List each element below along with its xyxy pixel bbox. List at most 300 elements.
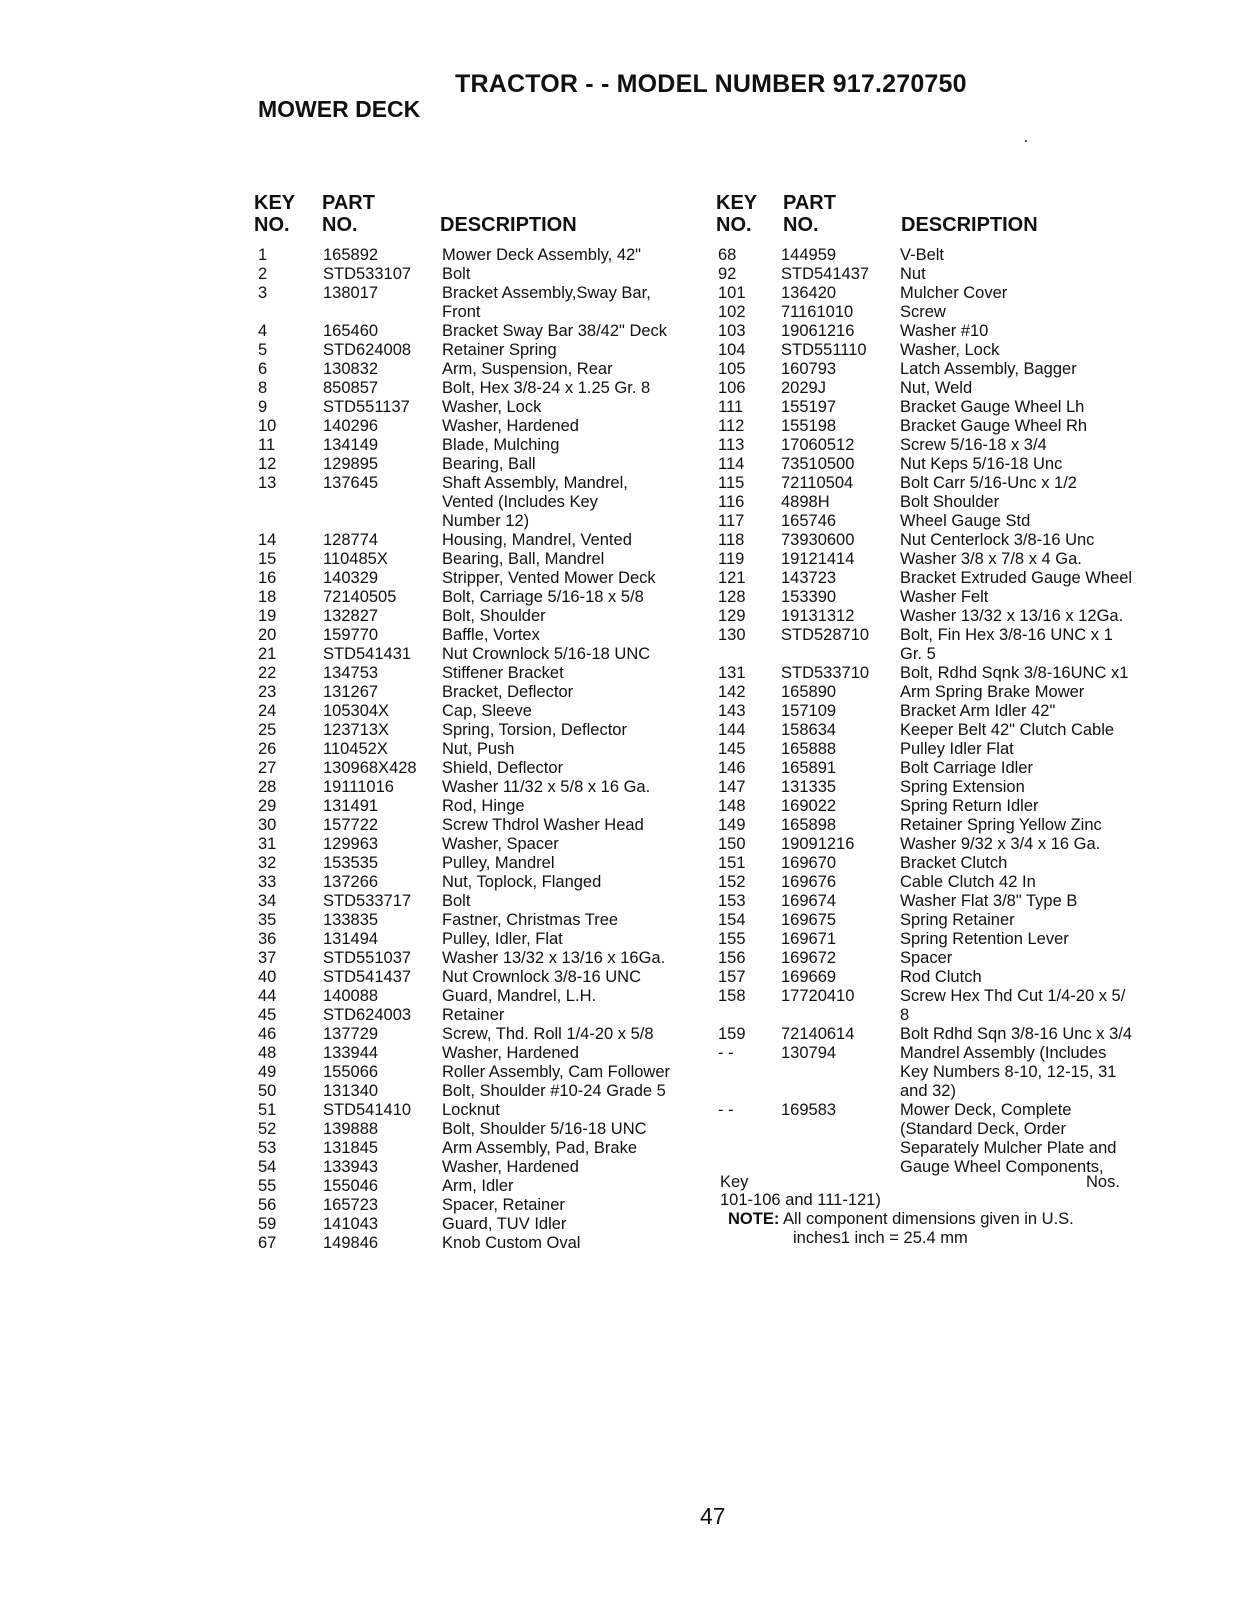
part-description: Knob Custom Oval	[442, 1234, 581, 1252]
part-number: 131845	[323, 1139, 379, 1157]
part-number: 143723	[781, 569, 837, 587]
part-description: Screw Thdrol Washer Head	[442, 816, 644, 834]
key-number: 101	[718, 284, 746, 302]
part-number: 110452X	[323, 740, 388, 758]
key-number: 157	[718, 968, 746, 986]
part-description: Arm, Idler	[442, 1177, 514, 1195]
part-number: 139888	[323, 1120, 379, 1138]
part-number: 157722	[323, 816, 379, 834]
part-description: Arm Assembly, Pad, Brake	[442, 1139, 638, 1157]
part-number: STD624003	[323, 1006, 412, 1024]
key-number: 113	[718, 436, 745, 454]
part-number: 165460	[323, 322, 379, 340]
part-description: Roller Assembly, Cam Follower	[442, 1063, 671, 1081]
part-description: Bolt	[442, 265, 471, 283]
right-part-header	[783, 192, 836, 236]
key-number: - -	[718, 1101, 734, 1119]
footer-key-range: 101-106 and 111-121)	[720, 1191, 881, 1209]
part-description: Washer, Hardened	[442, 1158, 579, 1176]
part-number: 131335	[781, 778, 837, 796]
part-description: Screw, Thd. Roll 1/4-20 x 5/8	[442, 1025, 654, 1043]
key-header-line1: KEY	[716, 192, 758, 214]
part-number: 134753	[323, 664, 379, 682]
part-number: 132827	[323, 607, 379, 625]
part-description: Washer #10	[900, 322, 989, 340]
part-number: 169022	[781, 797, 837, 815]
part-description: Bracket Gauge Wheel Lh	[900, 398, 1085, 416]
part-description: Locknut	[442, 1101, 500, 1119]
part-number: 169674	[781, 892, 837, 910]
part-description: Shaft Assembly, Mandrel,	[442, 474, 628, 492]
key-number: 13	[258, 474, 277, 492]
key-number: 16	[258, 569, 277, 587]
part-number: 131340	[323, 1082, 379, 1100]
part-number: 160793	[781, 360, 837, 378]
scan-speck	[1025, 140, 1027, 142]
part-description: Spring Retainer	[900, 911, 1015, 929]
key-number: 11	[258, 436, 276, 454]
part-description: and 32)	[900, 1082, 956, 1100]
part-description: Bolt Rdhd Sqn 3/8-16 Unc x 3/4	[900, 1025, 1133, 1043]
key-number: 10	[258, 417, 277, 435]
part-description: Baffle, Vortex	[442, 626, 540, 644]
part-number: 19091216	[781, 835, 855, 853]
part-description: Stiffener Bracket	[442, 664, 564, 682]
key-number: 150	[718, 835, 746, 853]
part-number: 73930600	[781, 531, 855, 549]
key-number: 50	[258, 1082, 277, 1100]
key-number: 106	[718, 379, 746, 397]
key-header-line1: KEY	[254, 192, 296, 214]
key-number: 92	[718, 265, 737, 283]
key-number: 146	[718, 759, 746, 777]
part-description: Bracket Clutch	[900, 854, 1008, 872]
page-title: TRACTOR - - MODEL NUMBER 917.270750	[455, 70, 967, 98]
part-number: STD541431	[323, 645, 412, 663]
part-description: Washer 13/32 x 13/16 x 16Ga.	[442, 949, 666, 967]
part-number: STD541410	[323, 1101, 412, 1119]
part-number: 155046	[323, 1177, 379, 1195]
part-description: Nut	[900, 265, 926, 283]
key-number: 15	[258, 550, 277, 568]
part-number: 165898	[781, 816, 837, 834]
part-description: Guard, Mandrel, L.H.	[442, 987, 597, 1005]
key-number: 103	[718, 322, 746, 340]
part-description: Retainer	[442, 1006, 505, 1024]
right-key-header	[716, 192, 757, 236]
part-number: 133943	[323, 1158, 379, 1176]
part-description: Stripper, Vented Mower Deck	[442, 569, 656, 587]
part-description: Front	[442, 303, 481, 321]
note	[728, 1210, 1074, 1229]
key-number: 5	[258, 341, 268, 359]
part-number: 19111016	[323, 778, 394, 796]
part-description: Bolt, Carriage 5/16-18 x 5/8	[442, 588, 644, 606]
part-number: 137266	[323, 873, 379, 891]
key-number: 29	[258, 797, 277, 815]
part-description: Rod, Hinge	[442, 797, 525, 815]
part-number: 72140614	[781, 1025, 855, 1043]
part-description: Nut, Push	[442, 740, 515, 758]
part-number: 165891	[781, 759, 837, 777]
part-number: 149846	[323, 1234, 379, 1252]
part-number: 140088	[323, 987, 379, 1005]
left-key-header	[254, 192, 295, 236]
part-number: 138017	[323, 284, 379, 302]
part-number: 140329	[323, 569, 379, 587]
part-description: Bearing, Ball	[442, 455, 536, 473]
key-number: 117	[718, 512, 745, 530]
key-number: 34	[258, 892, 277, 910]
part-description: Bolt Carriage Idler	[900, 759, 1033, 777]
part-description: Spring Extension	[900, 778, 1025, 796]
part-number: 137729	[323, 1025, 379, 1043]
part-description: Bracket Sway Bar 38/42" Deck	[442, 322, 668, 340]
part-number: 133835	[323, 911, 379, 929]
key-number: 2	[258, 265, 268, 283]
part-description: Housing, Mandrel, Vented	[442, 531, 632, 549]
part-number: 153535	[323, 854, 379, 872]
part-header-line1: PART	[322, 192, 375, 214]
part-description: Retainer Spring Yellow Zinc	[900, 816, 1102, 834]
part-number: 850857	[323, 379, 379, 397]
part-number: 140296	[323, 417, 379, 435]
part-description: Cap, Sleeve	[442, 702, 532, 720]
left-description-header: DESCRIPTION	[440, 214, 577, 236]
part-description: Guard, TUV Idler	[442, 1215, 567, 1233]
part-description: Rod Clutch	[900, 968, 982, 986]
part-number: STD551110	[781, 341, 867, 359]
part-number: 4898H	[781, 493, 830, 511]
key-number: 54	[258, 1158, 277, 1176]
part-number: STD533710	[781, 664, 870, 682]
part-number: 105304X	[323, 702, 390, 720]
part-description: Gauge Wheel Components,	[900, 1158, 1104, 1176]
key-number: 25	[258, 721, 277, 739]
part-number: STD624008	[323, 341, 412, 359]
key-number: 121	[718, 569, 746, 587]
key-number: 114	[718, 455, 745, 473]
part-description: Washer, Lock	[442, 398, 542, 416]
part-number: 131267	[323, 683, 379, 701]
part-description: Screw Hex Thd Cut 1/4-20 x 5/	[900, 987, 1126, 1005]
part-description: Latch Assembly, Bagger	[900, 360, 1077, 378]
part-description: Screw	[900, 303, 946, 321]
part-description: Vented (Includes Key	[442, 493, 598, 511]
key-number: 22	[258, 664, 277, 682]
part-number: 159770	[323, 626, 379, 644]
key-number: 40	[258, 968, 277, 986]
part-description: Spacer	[900, 949, 953, 967]
part-number: STD541437	[781, 265, 870, 283]
key-number: 119	[718, 550, 745, 568]
part-number: 2029J	[781, 379, 826, 397]
part-description: 8	[900, 1006, 910, 1024]
part-description: Pulley, Idler, Flat	[442, 930, 563, 948]
part-description: Washer, Lock	[900, 341, 1000, 359]
key-header-line2: NO.	[716, 214, 752, 236]
part-description: Blade, Mulching	[442, 436, 560, 454]
part-number: 73510500	[781, 455, 855, 473]
key-number: 8	[258, 379, 268, 397]
part-description: Wheel Gauge Std	[900, 512, 1031, 530]
part-description: Keeper Belt 42" Clutch Cable	[900, 721, 1115, 739]
part-description: Bracket Gauge Wheel Rh	[900, 417, 1088, 435]
part-number: 19131312	[781, 607, 855, 625]
part-description: Bracket Extruded Gauge Wheel	[900, 569, 1133, 587]
key-number: 159	[718, 1025, 746, 1043]
key-number: 67	[258, 1234, 277, 1252]
part-description: Bolt Shoulder	[900, 493, 1000, 511]
left-part-header	[322, 192, 375, 236]
part-description: Spacer, Retainer	[442, 1196, 565, 1214]
part-description: Bolt, Hex 3/8-24 x 1.25 Gr. 8	[442, 379, 651, 397]
key-number: 32	[258, 854, 277, 872]
part-description: Bolt, Rdhd Sqnk 3/8-16UNC x1	[900, 664, 1129, 682]
part-number: 165888	[781, 740, 837, 758]
key-number: 115	[718, 474, 745, 492]
part-description: Bolt, Shoulder #10-24 Grade 5	[442, 1082, 666, 1100]
section-title: MOWER DECK	[258, 96, 421, 122]
part-description: Retainer Spring	[442, 341, 557, 359]
part-number: 129895	[323, 455, 379, 473]
part-description: Mower Deck, Complete	[900, 1101, 1072, 1119]
key-number: 144	[718, 721, 746, 739]
key-number: 153	[718, 892, 746, 910]
part-description: Number 12)	[442, 512, 530, 530]
part-description: Bracket Assembly,Sway Bar,	[442, 284, 651, 302]
part-number: 72110504	[781, 474, 854, 492]
part-number: 169675	[781, 911, 837, 929]
part-description: Nut Crownlock 3/8-16 UNC	[442, 968, 641, 986]
key-number: 30	[258, 816, 277, 834]
key-number: 112	[718, 417, 745, 435]
part-description: Key Numbers 8-10, 12-15, 31	[900, 1063, 1117, 1081]
key-number: 147	[718, 778, 746, 796]
part-description: Pulley Idler Flat	[900, 740, 1014, 758]
part-description: Mandrel Assembly (Includes	[900, 1044, 1107, 1062]
key-number: 131	[718, 664, 746, 682]
part-description: Spring Retention Lever	[900, 930, 1069, 948]
key-number: - -	[718, 1044, 734, 1062]
part-description: Bolt, Fin Hex 3/8-16 UNC x 1	[900, 626, 1113, 644]
part-number: 71161010	[781, 303, 854, 321]
part-description: Bolt, Shoulder 5/16-18 UNC	[442, 1120, 647, 1138]
part-description: Bracket, Deflector	[442, 683, 574, 701]
part-description: Washer Felt	[900, 588, 989, 606]
key-number: 53	[258, 1139, 277, 1157]
key-number: 154	[718, 911, 746, 929]
key-number: 4	[258, 322, 268, 340]
part-number: 130968X428	[323, 759, 417, 777]
part-number: 130794	[781, 1044, 837, 1062]
part-number: 141043	[323, 1215, 379, 1233]
key-number: 20	[258, 626, 277, 644]
key-number: 148	[718, 797, 746, 815]
footer-key-word: Key	[720, 1173, 749, 1191]
key-number: 52	[258, 1120, 277, 1138]
part-description: Nut, Weld	[900, 379, 973, 397]
part-number: 144959	[781, 246, 837, 264]
part-description: Washer 11/32 x 5/8 x 16 Ga.	[442, 778, 651, 796]
part-description: Bracket Arm Idler 42"	[900, 702, 1056, 720]
key-number: 12	[258, 455, 277, 473]
key-number: 104	[718, 341, 746, 359]
key-number: 31	[258, 835, 277, 853]
part-description: Nut Centerlock 3/8-16 Unc	[900, 531, 1095, 549]
key-number: 145	[718, 740, 746, 758]
part-description: Nut Keps 5/16-18 Unc	[900, 455, 1063, 473]
part-description: V-Belt	[900, 246, 945, 264]
key-number: 27	[258, 759, 277, 777]
key-number: 48	[258, 1044, 277, 1062]
key-number: 143	[718, 702, 746, 720]
part-description: Washer 3/8 x 7/8 x 4 Ga.	[900, 550, 1082, 568]
note-line2: inches1 inch = 25.4 mm	[793, 1229, 968, 1247]
key-number: 45	[258, 1006, 277, 1024]
key-number: 26	[258, 740, 277, 758]
part-description: Nut, Toplock, Flanged	[442, 873, 602, 891]
part-description: Bolt	[442, 892, 471, 910]
part-description: Mulcher Cover	[900, 284, 1008, 302]
key-number: 116	[718, 493, 745, 511]
key-number: 14	[258, 531, 277, 549]
part-header-line2: NO.	[322, 214, 358, 236]
key-header-line2: NO.	[254, 214, 290, 236]
part-number: 165892	[323, 246, 379, 264]
key-number: 56	[258, 1196, 277, 1214]
part-number: STD533717	[323, 892, 412, 910]
right-description-header: DESCRIPTION	[901, 214, 1038, 236]
part-number: STD528710	[781, 626, 870, 644]
key-number: 151	[718, 854, 746, 872]
page-number: 47	[700, 1503, 726, 1529]
part-description: Washer 9/32 x 3/4 x 16 Ga.	[900, 835, 1101, 853]
key-number: 129	[718, 607, 746, 625]
part-description: Bolt, Shoulder	[442, 607, 546, 625]
part-description: Bearing, Ball, Mandrel	[442, 550, 605, 568]
key-number: 44	[258, 987, 277, 1005]
key-number: 18	[258, 588, 277, 606]
part-header-line2: NO.	[783, 214, 819, 236]
part-number: 165890	[781, 683, 837, 701]
key-number: 155	[718, 930, 746, 948]
part-description: Shield, Deflector	[442, 759, 564, 777]
key-number: 9	[258, 398, 268, 416]
part-number: 131491	[323, 797, 379, 815]
part-description: (Standard Deck, Order	[900, 1120, 1066, 1138]
key-number: 158	[718, 987, 746, 1005]
key-number: 49	[258, 1063, 277, 1081]
key-number: 46	[258, 1025, 277, 1043]
part-description: Separately Mulcher Plate and	[900, 1139, 1117, 1157]
part-description: Fastner, Christmas Tree	[442, 911, 619, 929]
part-number: 169669	[781, 968, 837, 986]
key-number: 19	[258, 607, 277, 625]
key-number: 35	[258, 911, 277, 929]
part-number: STD551137	[323, 398, 410, 416]
key-number: 68	[718, 246, 737, 264]
part-number: STD551037	[323, 949, 412, 967]
key-number: 149	[718, 816, 746, 834]
part-number: 169676	[781, 873, 837, 891]
part-number: 19061216	[781, 322, 855, 340]
part-number: 19121414	[781, 550, 855, 568]
part-description: Washer Flat 3/8" Type B	[900, 892, 1078, 910]
part-number: 110485X	[323, 550, 388, 568]
key-number: 21	[258, 645, 277, 663]
part-header-line1: PART	[783, 192, 836, 214]
part-number: 169672	[781, 949, 837, 967]
part-number: 133944	[323, 1044, 379, 1062]
part-number: 137645	[323, 474, 379, 492]
part-description: Washer, Hardened	[442, 417, 579, 435]
part-description: Spring Return Idler	[900, 797, 1039, 815]
key-number: 51	[258, 1101, 277, 1119]
part-description: Washer 13/32 x 13/16 x 12Ga.	[900, 607, 1124, 625]
part-number: 17060512	[781, 436, 855, 454]
key-number: 36	[258, 930, 277, 948]
key-number: 24	[258, 702, 277, 720]
part-description: Arm Spring Brake Mower	[900, 683, 1085, 701]
part-number: 169583	[781, 1101, 837, 1119]
part-number: 165723	[323, 1196, 379, 1214]
key-number: 118	[718, 531, 745, 549]
part-description: Cable Clutch 42 In	[900, 873, 1036, 891]
note-line1: All component dimensions given in U.S.	[783, 1210, 1074, 1228]
key-number: 55	[258, 1177, 277, 1195]
part-number: 169671	[781, 930, 837, 948]
part-description: Gr. 5	[900, 645, 936, 663]
key-number: 111	[718, 398, 744, 416]
part-number: 165746	[781, 512, 837, 530]
part-number: 130832	[323, 360, 379, 378]
part-number: 123713X	[323, 721, 390, 739]
key-number: 156	[718, 949, 746, 967]
part-description: Pulley, Mandrel	[442, 854, 555, 872]
note-label: NOTE:	[728, 1210, 780, 1228]
part-number: 155197	[781, 398, 837, 416]
part-number: 158634	[781, 721, 837, 739]
part-number: STD533107	[323, 265, 412, 283]
part-number: 129963	[323, 835, 379, 853]
key-number: 128	[718, 588, 746, 606]
key-number: 3	[258, 284, 268, 302]
footer-nos-word: Nos.	[1086, 1173, 1120, 1191]
key-number: 59	[258, 1215, 277, 1233]
part-description: Washer, Hardened	[442, 1044, 579, 1062]
part-number: 131494	[323, 930, 379, 948]
key-number: 130	[718, 626, 746, 644]
part-number: 136420	[781, 284, 837, 302]
part-number: 72140505	[323, 588, 397, 606]
key-number: 6	[258, 360, 268, 378]
key-number: 33	[258, 873, 277, 891]
part-number: 157109	[781, 702, 837, 720]
part-description: Screw 5/16-18 x 3/4	[900, 436, 1047, 454]
key-number: 152	[718, 873, 746, 891]
part-number: 153390	[781, 588, 837, 606]
key-number: 102	[718, 303, 746, 321]
part-description: Spring, Torsion, Deflector	[442, 721, 627, 739]
part-number: 155198	[781, 417, 837, 435]
part-description: Arm, Suspension, Rear	[442, 360, 613, 378]
part-number: 155066	[323, 1063, 379, 1081]
key-number: 28	[258, 778, 277, 796]
part-description: Nut Crownlock 5/16-18 UNC	[442, 645, 651, 663]
key-number: 37	[258, 949, 277, 967]
part-description: Mower Deck Assembly, 42"	[442, 246, 642, 264]
